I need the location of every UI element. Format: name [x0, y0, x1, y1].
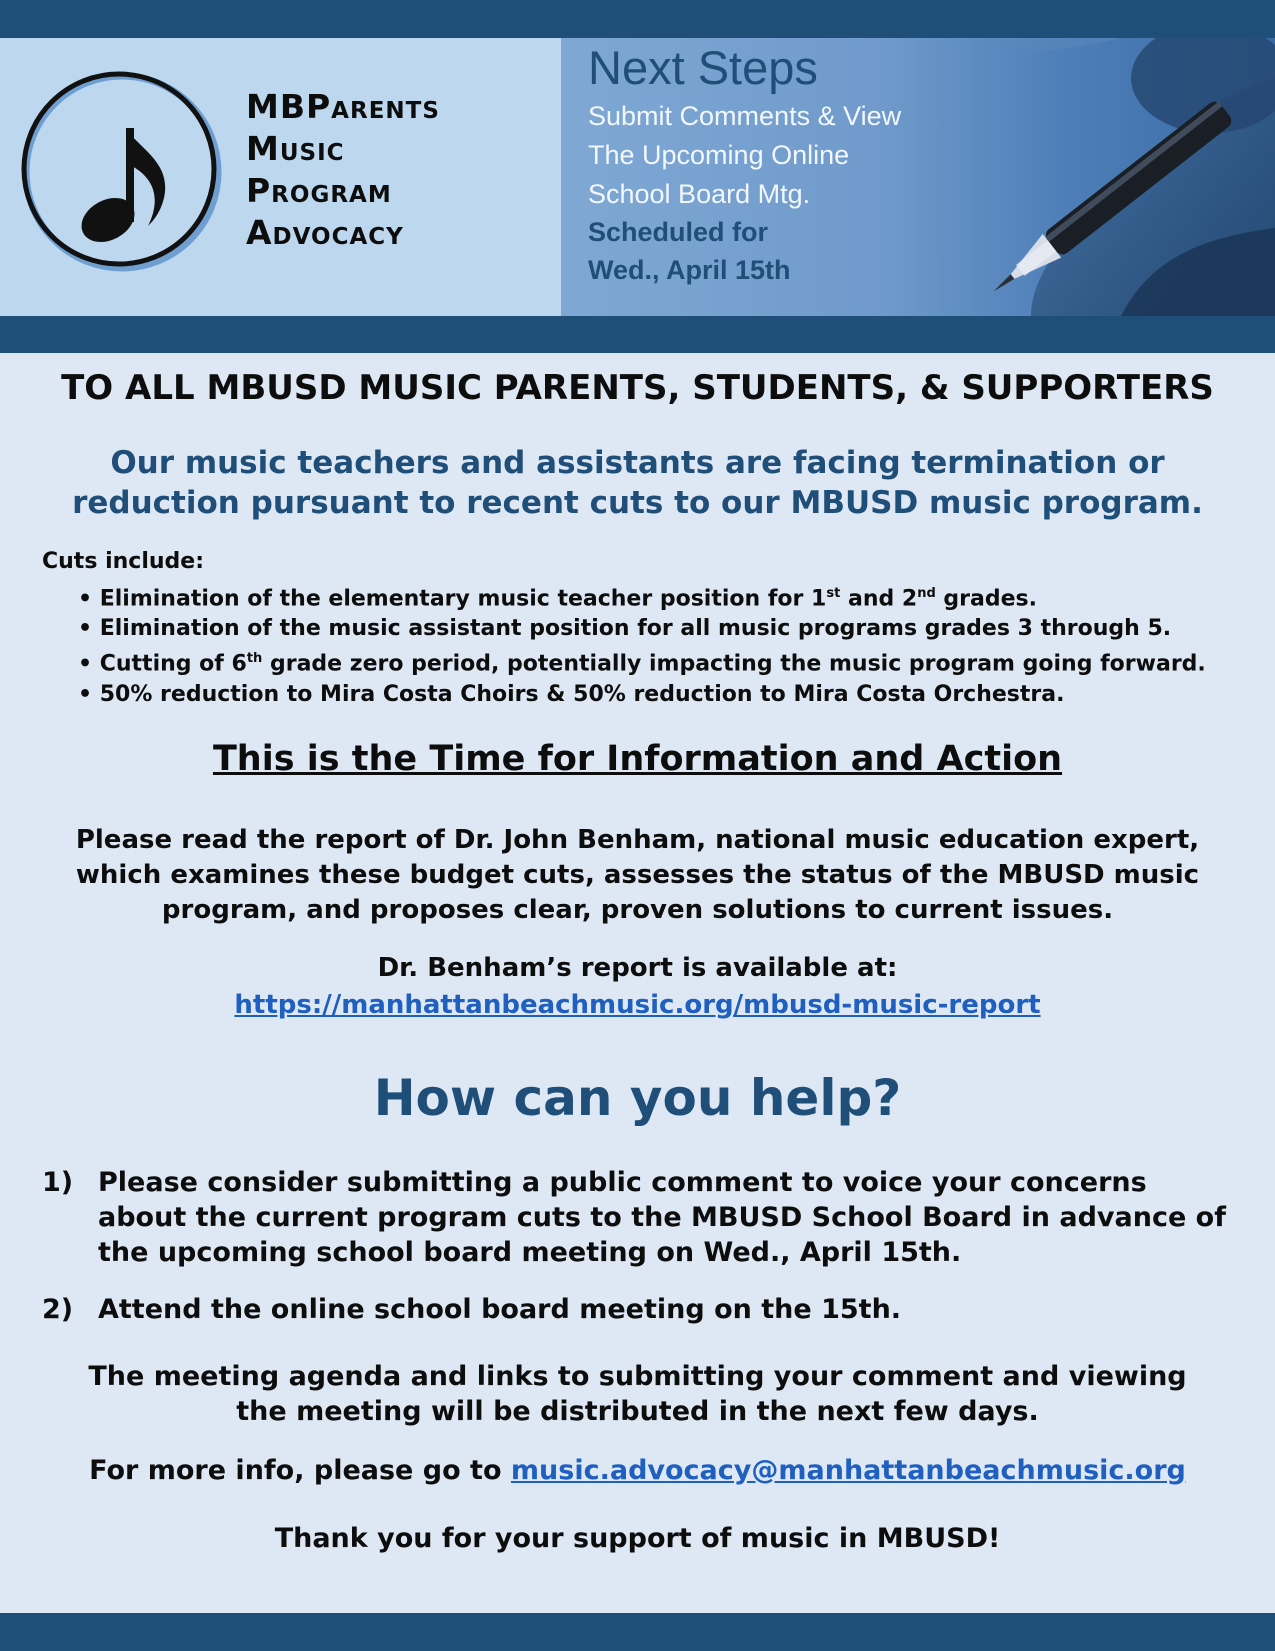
mid-band — [0, 316, 1275, 353]
next-steps-line: The Upcoming Online — [588, 140, 850, 170]
help-title: How can you help? — [373, 1069, 902, 1127]
headline: TO ALL MBUSD MUSIC PARENTS, STUDENTS, & SUPPORTERS — [61, 368, 1214, 408]
thanks-line: Thank you for your support of music in MBUSD! — [274, 1523, 1001, 1554]
report-paragraph: Please read the report of Dr. John Benham, national music education expert, which examines these budget cuts, assesses the status of the MBUSD music program, and proposes clear, proven solutions to current issues. — [75, 825, 1200, 925]
cuts-list — [78, 579, 1206, 710]
list-item: • Cutting of 6th grade zero period, potentially impacting the music program going forward. — [78, 651, 1206, 677]
org-name — [246, 86, 440, 254]
more-info-prefix: For more info, please go to — [89, 1455, 511, 1486]
action-title: This is the Time for Information and Action — [212, 739, 1063, 779]
list-item: 2) Attend the online school board meeting on the 15th. — [42, 1294, 902, 1325]
agenda-paragraph: The meeting agenda and links to submitting your comment and viewing the meeting will be distributed in the next few days. — [88, 1361, 1187, 1427]
list-item: 1) Please consider submitting a public comment to voice your concerns about the current program cuts to the MBUSD School Board in advance of the upcoming school board meeting on Wed., April 15th. — [42, 1167, 1226, 1268]
scheduled-line: Scheduled for — [588, 217, 769, 247]
list-item: • Elimination of the elementary music teacher position for 1st and 2nd grades. — [78, 586, 1037, 612]
org-line: Program — [246, 171, 392, 210]
next-steps-title: Next Steps — [588, 41, 818, 94]
org-line: Advocacy — [246, 213, 404, 252]
report-link[interactable]: https://manhattanbeachmusic.org/mbusd-music-report — [234, 990, 1041, 1020]
top-band — [0, 0, 1275, 38]
list-item: • Elimination of the music assistant position for all music programs grades 3 through 5. — [78, 616, 1172, 642]
help-steps — [42, 1165, 1232, 1349]
more-info — [0, 1455, 1275, 1486]
header-banner — [0, 38, 1275, 316]
subhead: Our music teachers and assistants are facing termination or reduction pursuant to recent cuts to our MBUSD music program. — [72, 445, 1203, 521]
next-steps-panel — [561, 38, 1275, 316]
next-steps-line: School Board Mtg. — [588, 179, 811, 209]
org-line: Music — [246, 129, 345, 168]
org-line: MBParents — [246, 87, 440, 126]
next-steps-line: Submit Comments & View — [588, 101, 902, 131]
music-note-icon — [20, 70, 230, 280]
cuts-title: Cuts include: — [42, 549, 204, 574]
bottom-band — [0, 1613, 1275, 1651]
list-item: • 50% reduction to Mira Costa Choirs & 50% reduction to Mira Costa Orchestra. — [78, 681, 1065, 707]
report-available-label: Dr. Benham’s report is available at: — [377, 953, 898, 983]
email-link[interactable]: music.advocacy@manhattanbeachmusic.org — [510, 1455, 1186, 1486]
logo-panel — [0, 38, 561, 316]
scheduled-date: Wed., April 15th — [588, 255, 791, 285]
